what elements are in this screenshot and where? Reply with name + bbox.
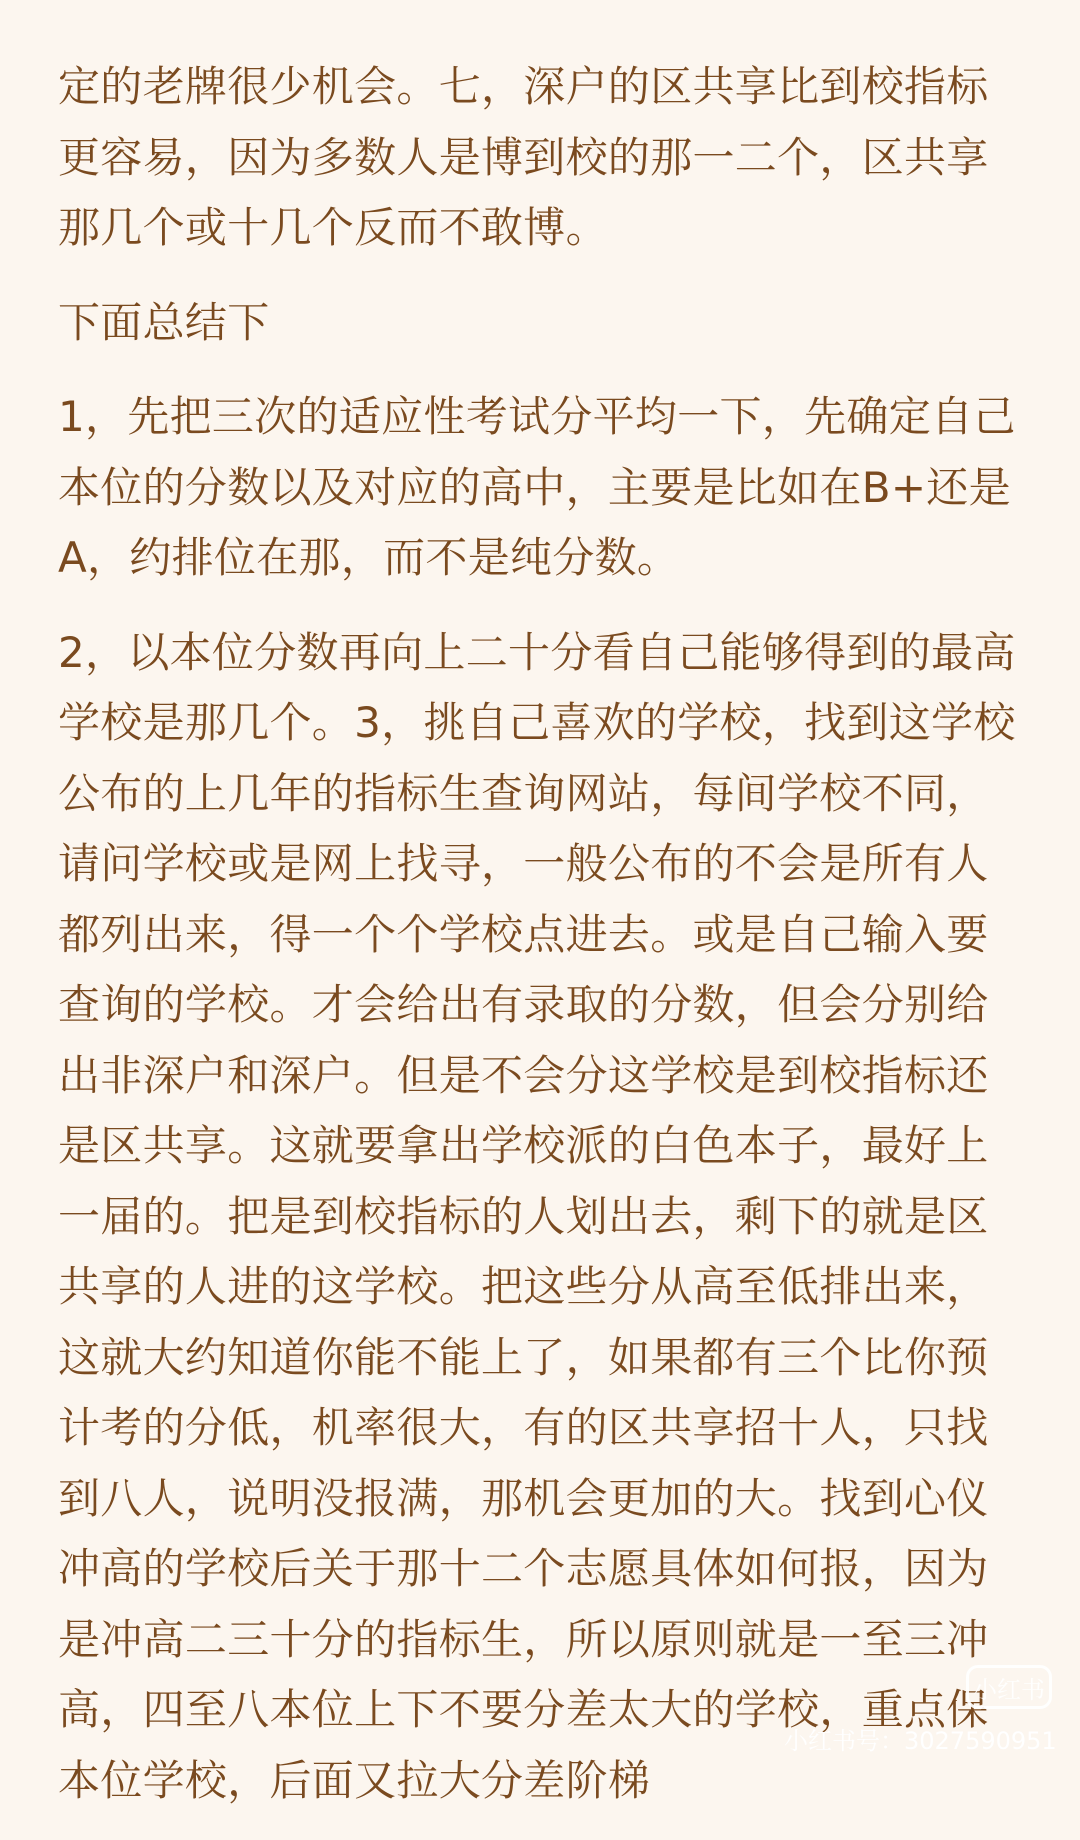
watermark-logo-icon: 小红书 (966, 1665, 1052, 1709)
article-body (58, 52, 1028, 1840)
paragraph-step-2-3: 2，以本位分数再向上二十分看自己能够得到的最高学校是那几个。3，挑自己喜欢的学校，找到这学校公布的上几年的指标生查询网站，每间学校不同，请问学校或是网上找寻，一般公布的不会是所有人都列出来，得一个个学校点进去。或是自己输入要查询的学校。才会给出有录取的分数，但会分别给出非深户和深户。但是不会分这学校是到校指标还是区共享。这就要拿出学校派的白色本子，最好上一届的。把是到校指标的人划出去，剩下的就是区共享的人进的这学校。把这些分从高至低排出来，这就大约知道你能不能上了，如果都有三个比你预计考的分低，机率很大，有的区共享招十人，只找到八人，说明没报满，那机会更加的大。找到心仪冲高的学校后关于那十二个志愿具体如何报，因为是冲高二三十分的指标生，所以原则就是一至三冲高，四至八本位上下不要分差太大的学校，重点保本位学校，后面又拉大分差阶梯 (58, 627, 1016, 1805)
paragraph-summary-heading: 下面总结下 (58, 297, 270, 347)
paragraph-step-1: 1，先把三次的适应性考试分平均一下，先确定自己本位的分数以及对应的高中，主要是比如在B+还是A，约排位在那，而不是纯分数。 (58, 392, 1016, 582)
paragraph-intro: 定的老牌很少机会。七，深户的区共享比到校指标更容易，因为多数人是博到校的那一二个，区共享那几个或十几个反而不敢博。 (58, 62, 989, 252)
watermark-user-id: 小红书号：3027590951 (784, 1727, 1057, 1755)
